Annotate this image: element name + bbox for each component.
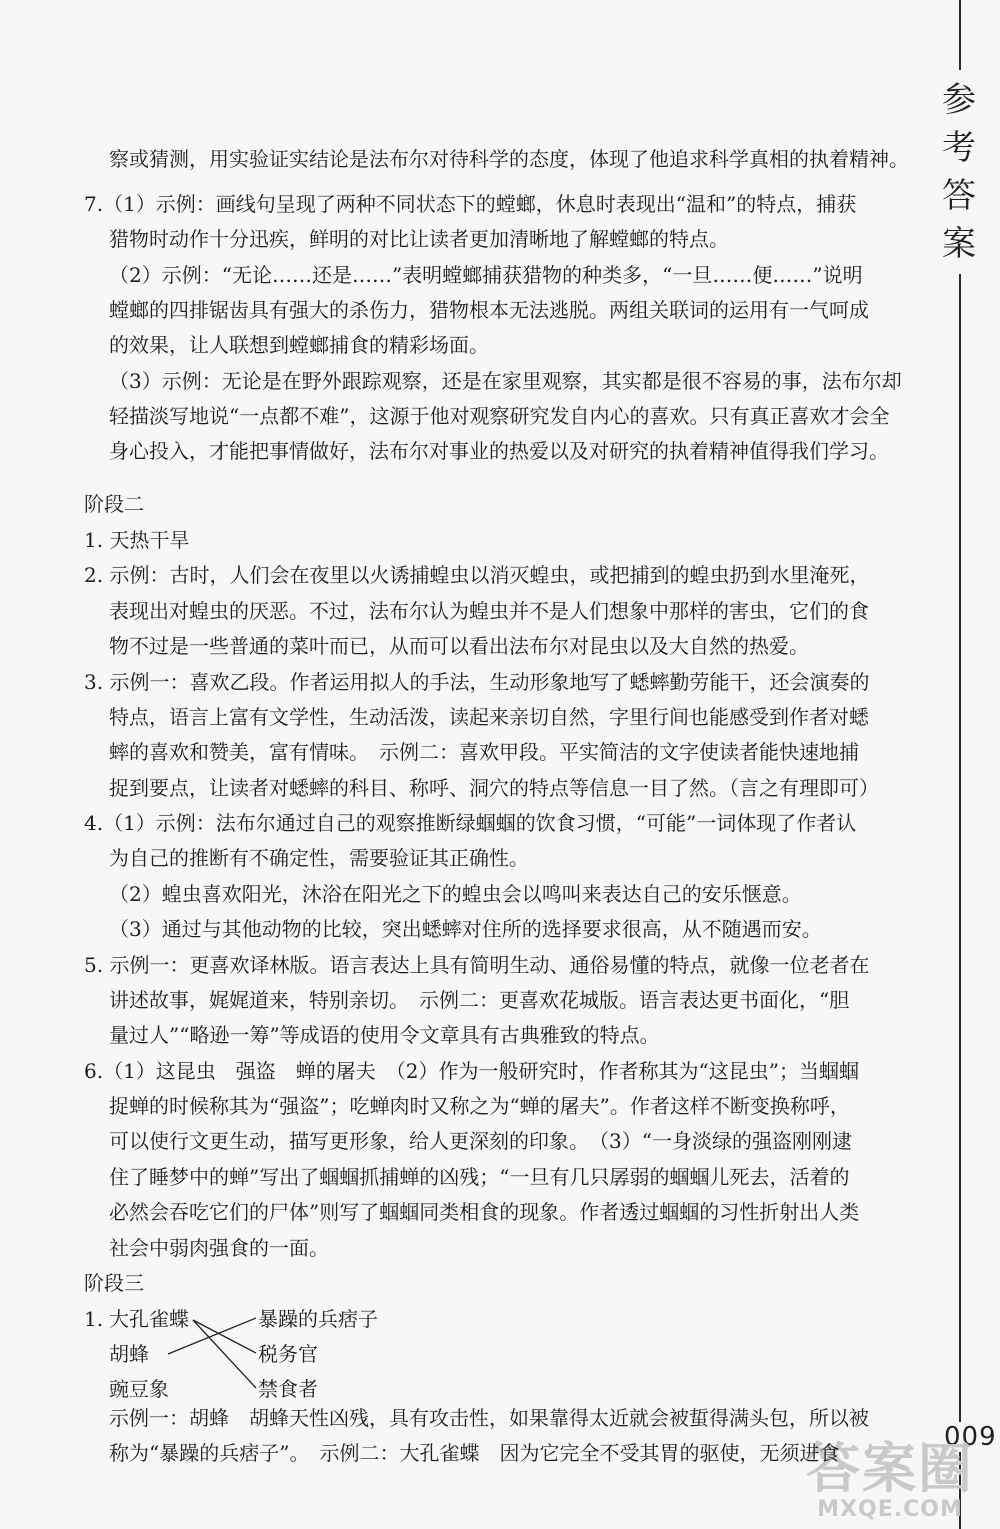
- text-line: 可以使行文更生动，描写更形象，给人更深刻的印象。 （3）“一身淡绿的强盗刚刚逮: [109, 1129, 852, 1153]
- text-line: 的效果，让人联想到螳螂捕食的精彩场面。: [109, 333, 489, 357]
- text-line: 5. 示例一：更喜欢译林版。语言表达上具有简明生动、通俗易懂的特点，就像一位老者在: [84, 953, 870, 977]
- tab-char: 答: [942, 176, 976, 216]
- section-tab-title: [939, 70, 979, 274]
- matching-left-2: 胡蜂: [109, 1342, 149, 1366]
- text-line: 身心投入，才能把事情做好，法布尔对事业的热爱以及对研究的执着精神值得我们学习。: [109, 439, 889, 463]
- text-line: 社会中弱肉强食的一面。: [109, 1236, 329, 1260]
- text-line: （3）示例：无论是在野外跟踪观察，还是在家里观察，其实都是很不容易的事，法布尔却: [109, 369, 902, 393]
- tab-char: 案: [942, 224, 976, 264]
- match-line-1: [193, 1320, 256, 1353]
- watermark-domain: MXQE.COM: [817, 1497, 963, 1522]
- text-line: 猎物时动作十分迅疾，鲜明的对比让读者更加清晰地了解螳螂的特点。: [109, 227, 729, 251]
- text-line: 3. 示例一：喜欢乙段。作者运用拟人的手法，生动形象地写了蟋蟀勤劳能干，还会演奏的: [84, 670, 870, 694]
- text-line: 住了睡梦中的蝉”写出了蝈蝈抓捕蝉的凶残；“一旦有几只孱弱的蝈蝈儿死去，活着的: [109, 1165, 850, 1189]
- text-line: 捉蝉的时候称其为“强盗”；吃蝉肉时又称之为“蝉的屠夫”。作者这样不断变换称呼，: [109, 1094, 850, 1118]
- matching-right-3: 禁食者: [258, 1377, 318, 1401]
- text-line: 轻描淡写地说“一点都不难”，这源于他对观察研究发自内心的喜欢。只有真正喜欢才会全: [109, 404, 890, 428]
- text-line: 2. 示例：古时，人们会在夜里以火诱捕蝗虫以消灭蝗虫，或把捕到的蝗虫扔到水里淹死，: [84, 563, 870, 587]
- text-line: 7.（1）示例：画线句呈现了两种不同状态下的螳螂，休息时表现出“温和”的特点，捕获: [84, 192, 857, 216]
- watermark-text: 答案圈: [806, 1437, 974, 1500]
- section-heading-stage-2: 阶段二: [84, 492, 144, 516]
- text-line: （2）蝗虫喜欢阳光，沐浴在阳光之下的蝗虫会以鸣叫来表达自己的安乐惬意。: [109, 882, 802, 906]
- tab-char: 考: [942, 128, 976, 168]
- matching-right-1: 暴躁的兵痞子: [258, 1307, 378, 1331]
- text-line: 察或猜测，用实验证实结论是法布尔对待科学的态度，体现了他追求科学真相的执着精神。: [109, 147, 909, 171]
- text-line: 1. 天热干旱: [84, 528, 190, 552]
- text-line: 必然会吞吃它们的尸体”则写了蝈蝈同类相食的现象。作者透过蝈蝈的习性折射出人类: [109, 1200, 860, 1224]
- text-line: （3）通过与其他动物的比较，突出蟋蟀对住所的选择要求很高，从不随遇而安。: [109, 917, 822, 941]
- text-line: 捉到要点，让读者对蟋蟀的科目、称呼、洞穴的特点等信息一目了然。（言之有理即可）: [109, 776, 879, 800]
- tab-char: 参: [942, 80, 976, 120]
- text-line: 表现出对蝗虫的厌恶。不过，法布尔认为蝗虫并不是人们想象中那样的害虫，它们的食: [109, 599, 869, 623]
- text-line: 讲述故事，娓娓道来，特别亲切。 示例二：更喜欢花城版。语言表达更书面化，“胆: [109, 988, 850, 1012]
- text-line: 4.（1）示例：法布尔通过自己的观察推断绿蝈蝈的饮食习惯，“可能”一词体现了作者认: [84, 811, 857, 835]
- text-line: 特点，语言上富有文学性，生动活泼，读起来亲切自然，字里行间也能感受到作者对蟋: [109, 705, 869, 729]
- text-line: 量过人”“略逊一筹”等成语的使用令文章具有古典雅致的特点。: [109, 1023, 660, 1047]
- text-line: 示例一：胡蜂 胡蜂天性凶残，具有攻击性，如果靠得太近就会被蜇得满头包，所以被: [109, 1406, 869, 1430]
- section-heading-stage-3: 阶段三: [84, 1271, 144, 1295]
- matching-left-1: 大孔雀蝶: [109, 1307, 189, 1331]
- text-line: 螳螂的四排锯齿具有强大的杀伤力，猎物根本无法逃脱。两组关联词的运用有一气呵成: [109, 298, 869, 322]
- matching-right-2: 税务官: [258, 1342, 318, 1366]
- text-line: 6.（1）这昆虫 强盗 蝉的屠夫 （2）作为一般研究时，作者称其为“这昆虫”；当蝈蝈: [84, 1059, 859, 1083]
- text-line: 称为“暴躁的兵痞子”。 示例二：大孔雀蝶 因为它完全不受其胃的驱使，无须进食: [109, 1441, 840, 1465]
- match-line-2: [168, 1318, 256, 1354]
- text-line: 物不过是一些普通的菜叶而已，从而可以看出法布尔对昆虫以及大自然的热爱。: [109, 634, 809, 658]
- page-number: 009: [944, 1422, 997, 1452]
- text-line: 为自己的推断有不确定性，需要验证其正确性。: [109, 846, 529, 870]
- text-line: （2）示例：“无论……还是……”表明螳螂捕获猎物的种类多，“一旦……便……”说明: [109, 263, 863, 287]
- matching-number: 1.: [84, 1307, 104, 1331]
- text-line: 蟀的喜欢和赞美，富有情味。 示例二：喜欢甲段。平实简洁的文字使读者能快速地捕: [109, 740, 859, 764]
- matching-left-3: 豌豆象: [109, 1377, 169, 1401]
